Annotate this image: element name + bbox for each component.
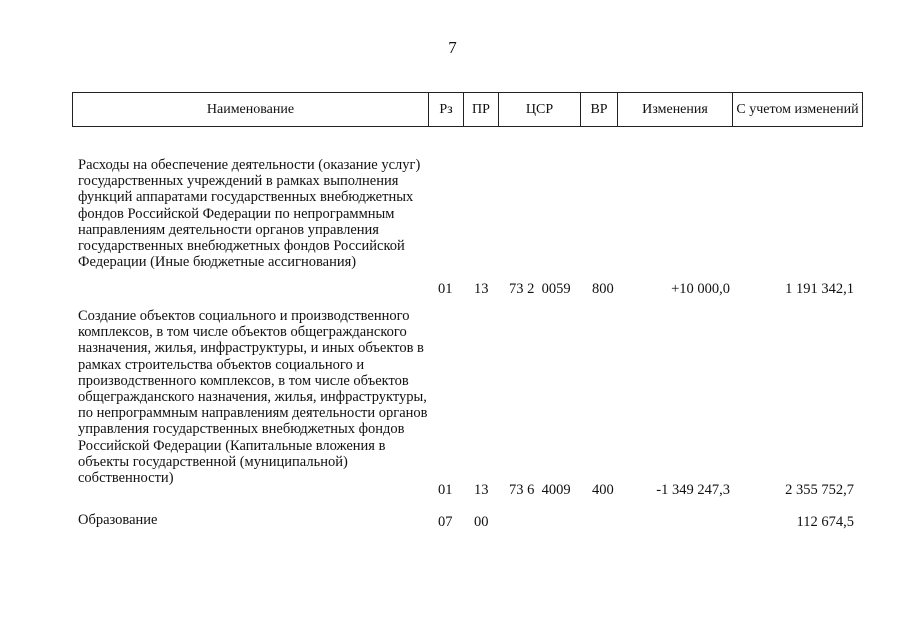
row-name: Расходы на обеспечение деятельности (оказание услуг) государственных учреждений в рамках выполнения функций аппаратами государственных внебюджетных фондов Российской Федерации по непрограммным направлениям деятельности органов управления государственных внебюджетных фондов Российской Федерации (Иные бюджетные ассигнования) xyxy=(78,157,421,271)
row-changes: +10 000,0 xyxy=(671,281,730,297)
header-total: С учетом изменений xyxy=(733,93,863,127)
header-vr: ВР xyxy=(581,93,618,127)
row-rz: 01 xyxy=(438,281,453,297)
header-pr: ПР xyxy=(464,93,499,127)
row-csr: 73 6 4009 xyxy=(509,482,571,498)
row-rz: 01 xyxy=(438,482,453,498)
row-total: 1 191 342,1 xyxy=(785,281,854,297)
row-vr: 800 xyxy=(592,281,614,297)
header-csr: ЦСР xyxy=(499,93,581,127)
page-number: 7 xyxy=(448,38,457,57)
row-name: Образование xyxy=(78,512,158,528)
row-csr: 73 2 0059 xyxy=(509,281,571,297)
row-vr: 400 xyxy=(592,482,614,498)
row-rz: 07 xyxy=(438,514,453,530)
table-row xyxy=(72,308,862,498)
row-pr: 13 xyxy=(474,482,489,498)
table-row xyxy=(72,157,862,297)
row-total: 2 355 752,7 xyxy=(785,482,854,498)
row-changes: -1 349 247,3 xyxy=(656,482,730,498)
table-row xyxy=(72,512,862,530)
row-total: 112 674,5 xyxy=(796,514,854,530)
header-changes: Изменения xyxy=(618,93,733,127)
header-name: Наименование xyxy=(73,93,429,127)
row-pr: 13 xyxy=(474,281,489,297)
table-header xyxy=(72,92,863,127)
row-pr: 00 xyxy=(474,514,489,530)
row-name: Создание объектов социального и производственного комплексов, в том числе объектов общегражданского назначения, жилья, инфраструктуры, и иных объектов в рамках строительства объектов социального и производственного комплексов, в том числе объектов общегражданского назначения, жилья, инфраструктуры, по непрограммным направлениям деятельности органов управления государственных внебюджетных фондов Российской Федерации (Капитальные вложения в объекты государственной (муниципальной) собственности) xyxy=(78,308,428,487)
header-rz: Рз xyxy=(429,93,464,127)
